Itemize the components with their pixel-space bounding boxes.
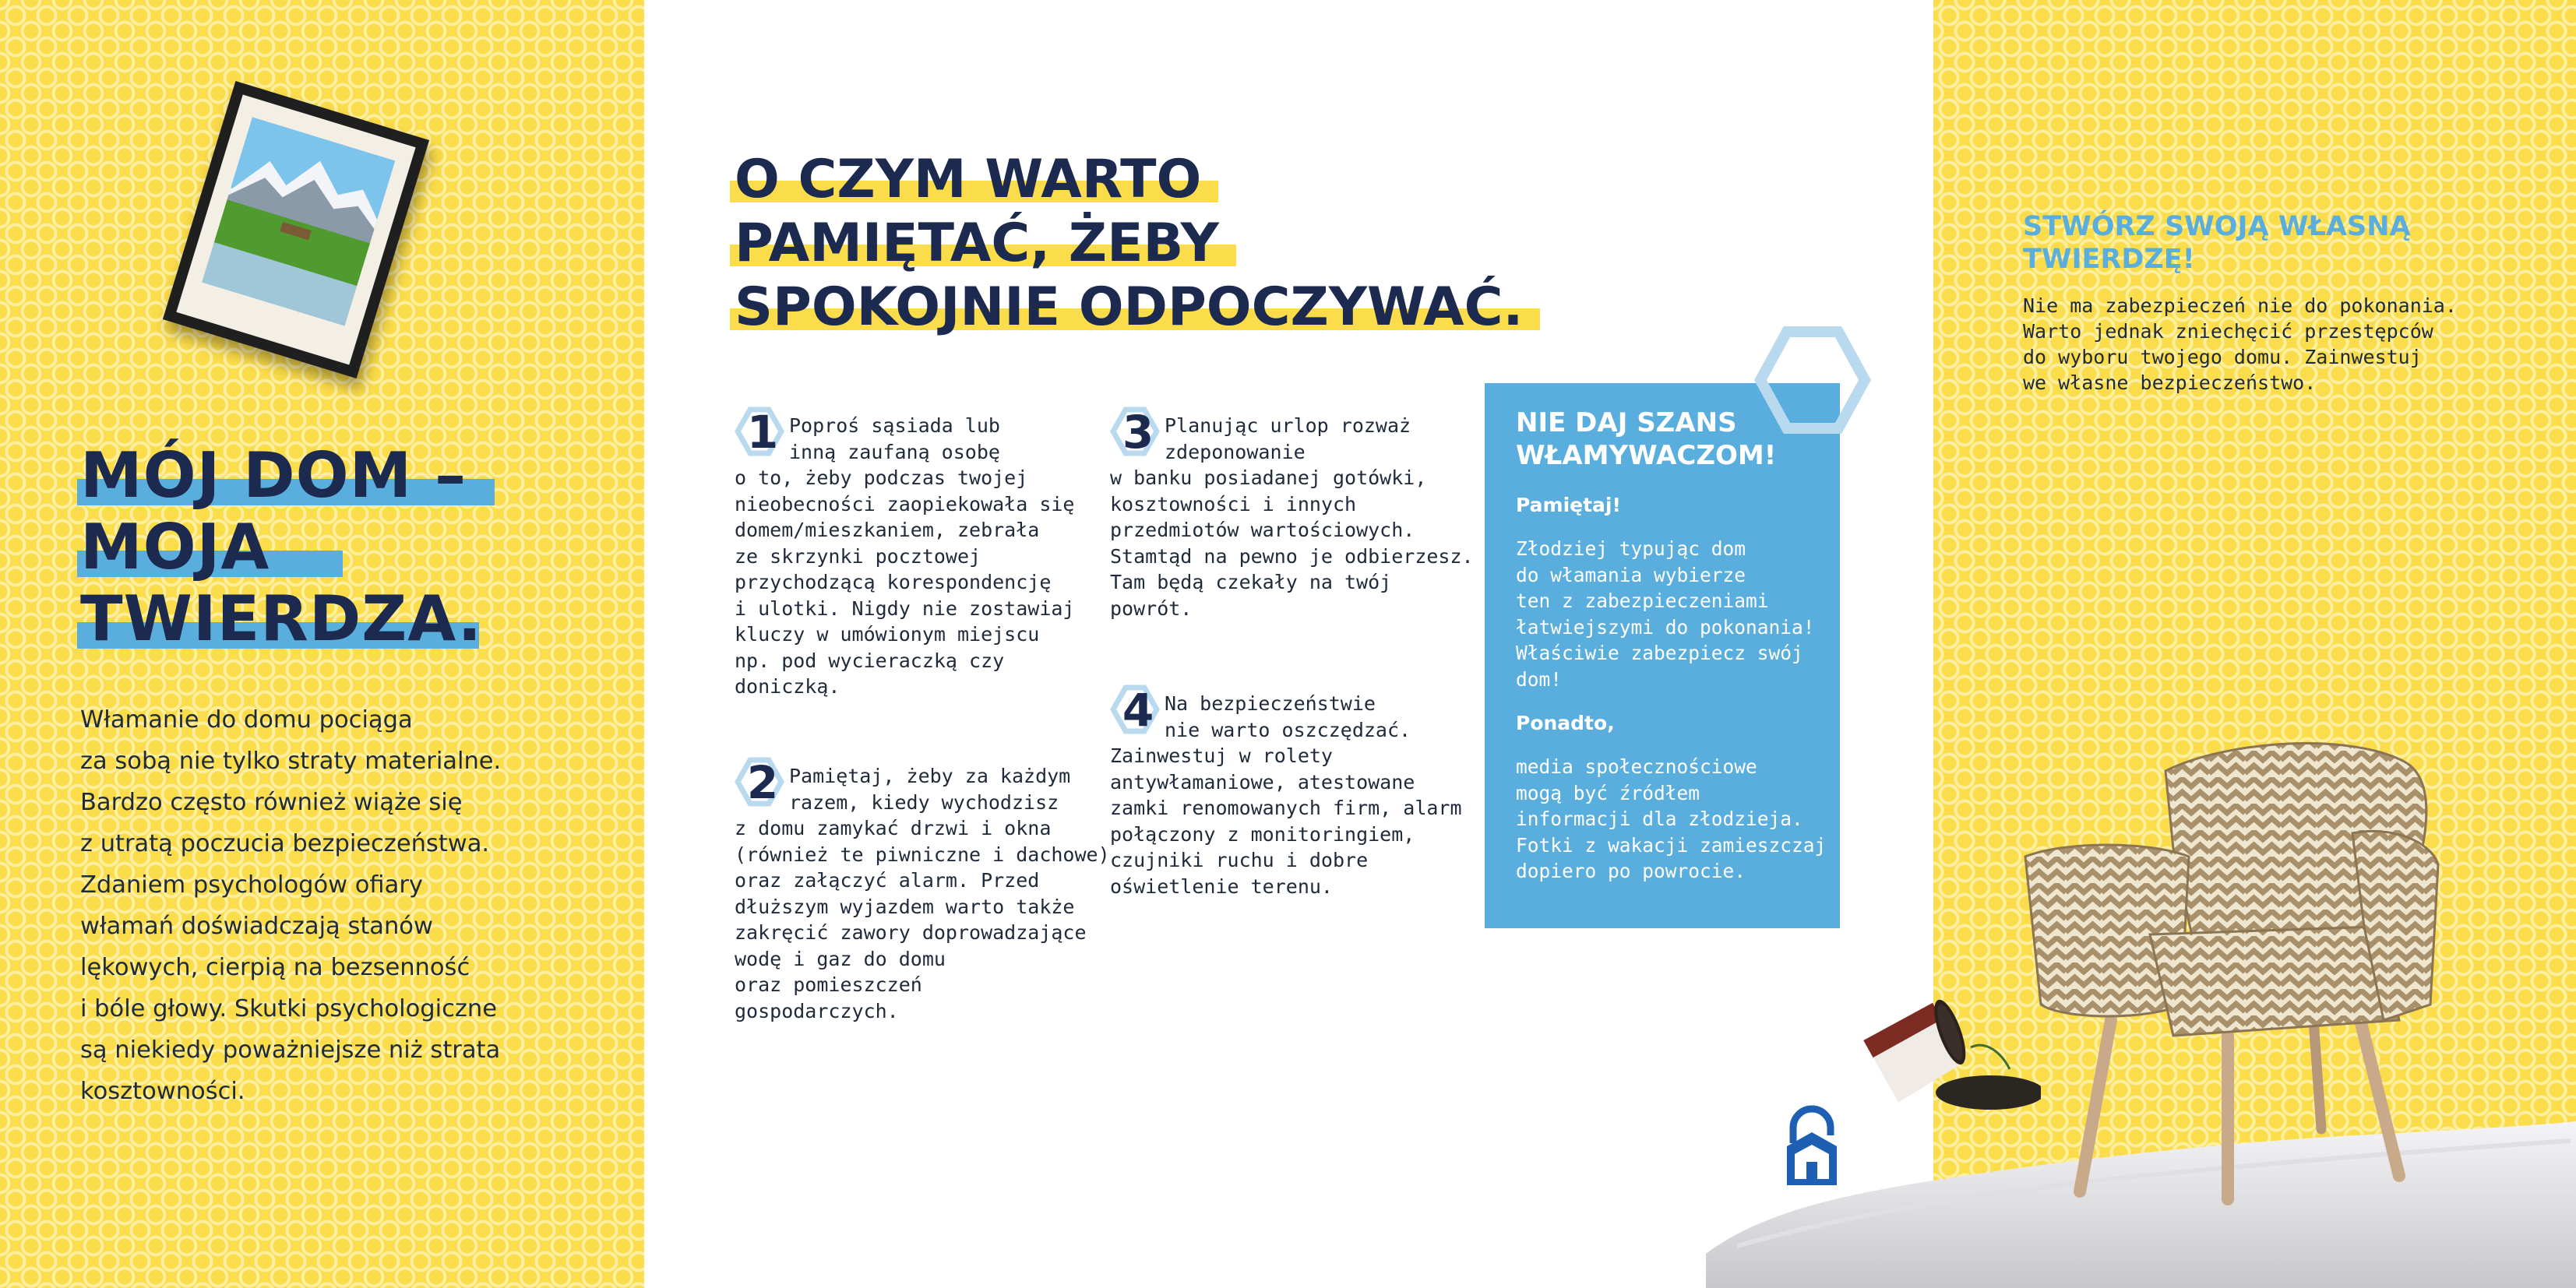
tip-line: domem/mieszkaniem, zebrała (735, 519, 1040, 541)
tip-line: dłuższym wyjazdem warto także (735, 895, 1075, 918)
intro-line: Zdaniem psychologów ofiary (80, 871, 423, 899)
tips-title (735, 148, 1523, 340)
right-title (2023, 210, 2411, 276)
intro-line: włamań doświadczają stanów (80, 913, 433, 940)
right-line: do wyboru twojego domu. Zainwestuj (2023, 346, 2422, 368)
tip-line: zamki renomowanych firm, alarm (1110, 797, 1462, 819)
tip-number: 1 (746, 406, 779, 459)
tip-line: przedmiotów wartościowych. (1110, 519, 1415, 541)
warning-line: dom! (1516, 667, 1563, 691)
tip-line: Tam będą czekały na twój (1110, 571, 1392, 593)
tip-line: połączony z monitoringiem, (1110, 822, 1415, 846)
tip-line: Stamtąd na pewno je odbierzesz. (1110, 544, 1474, 568)
right-title-line: STWÓRZ SWOJĄ WŁASNĄ (2023, 211, 2411, 242)
tip-line: Poproś sąsiada lub (789, 414, 1000, 437)
tip-line: zdeponowanie (1165, 440, 1306, 463)
warning-line: ten z zabezpieczeniami (1516, 589, 1769, 612)
right-line: we własne bezpieczeństwo. (2023, 371, 2317, 394)
left-panel (0, 0, 644, 1288)
tip-line: Planując urlop rozważ (1165, 414, 1411, 437)
warning-line: Fotki z wakacji zamieszczaj (1516, 833, 1827, 857)
tip-line: i ulotki. Nigdy nie zostawiaj (735, 596, 1075, 620)
label-remember: Pamiętaj! (1516, 494, 1621, 516)
intro-line: z utratą poczucia bezpieczeństwa. (80, 830, 490, 857)
tip-3 (1110, 406, 1474, 621)
tip-line: przychodzącą korespondencję (735, 571, 1052, 593)
warning-box (1485, 383, 1840, 928)
intro-paragraph (80, 699, 563, 1112)
tip-line: kluczy w umówionym miejscu (735, 623, 1040, 646)
warning-line: media społecznościowe (1516, 755, 1757, 778)
warning-line: mogą być źródłem (1516, 781, 1700, 804)
tip-line: czujniki ruchu i dobre (1110, 849, 1369, 871)
tip-line: Na bezpieczeństwie (1165, 692, 1376, 715)
tip-1 (735, 406, 1075, 700)
number-hexagon-icon (1110, 684, 1160, 737)
warning-line: do włamania wybierze (1516, 563, 1746, 586)
intro-line: Włamanie do domu pociąga (80, 706, 413, 734)
tip-line: inną zaufaną osobę (789, 440, 1000, 463)
warning-box-paragraph-2 (1516, 754, 1826, 885)
tip-line: Zainwestuj w rolety (1110, 744, 1333, 767)
tip-line: nie warto oszczędzać. (1165, 718, 1411, 741)
tip-line: np. pod wycieraczką czy (735, 649, 1005, 672)
warning-line: łatwiejszymi do pokonania! (1516, 615, 1815, 639)
tip-line: kosztowności i innych (1110, 492, 1357, 516)
intro-line: za sobą nie tylko straty materialne. (80, 748, 502, 775)
tips-title-line-2: PAMIĘTAĆ, ŻEBY (735, 212, 1219, 276)
tip-line: oraz załączyć alarm. Przed (735, 869, 1040, 892)
tip-2 (735, 756, 1110, 1024)
main-title-line-2: MOJA (80, 512, 270, 583)
tip-line: z domu zamykać drzwi i okna (735, 817, 1052, 839)
warning-line: dopiero po powrocie. (1516, 860, 1746, 882)
tip-line: powrót. (1110, 596, 1193, 620)
tip-line: zakręcić zawory doprowadzające (735, 921, 1087, 944)
tip-line: w banku posiadanej gotówki, (1110, 466, 1427, 489)
hexagon-outline-icon (1754, 326, 1871, 435)
tip-number: 4 (1122, 684, 1154, 737)
tip-line: (również te piwniczne i dachowe) (735, 843, 1110, 866)
warning-line: informacji dla złodzieja. (1516, 808, 1803, 830)
number-hexagon-icon (735, 406, 784, 459)
warning-box-label-moreover (1516, 710, 1615, 737)
warning-line: Właściwie zabezpiecz swój (1516, 642, 1803, 664)
right-paragraph (2023, 293, 2457, 396)
main-title-line-1: MÓJ DOM – (80, 440, 467, 512)
warning-line: Złodziej typując dom (1516, 537, 1746, 560)
label-moreover: Ponadto, (1516, 712, 1615, 734)
tip-4 (1110, 684, 1462, 899)
intro-line: lękowych, cierpią na bezsenność (80, 954, 470, 981)
tip-line: doniczką. (735, 675, 840, 698)
tip-line: o to, żeby podczas twojej (735, 466, 1028, 489)
tip-line: ze skrzynki pocztowej (735, 544, 981, 568)
right-line: Warto jednak zniechęcić przestępców (2023, 320, 2433, 343)
intro-line: są niekiedy poważniejsze niż strata (80, 1036, 501, 1064)
intro-line: kosztowności. (80, 1078, 245, 1105)
intro-line: Bardzo często również wiąże się (80, 789, 463, 816)
tip-line: oraz pomieszczeń (735, 973, 922, 996)
tip-line: Pamiętaj, żeby za każdym (789, 765, 1071, 787)
tip-number: 2 (746, 756, 779, 809)
warning-box-title-line: WŁAMYWACZOM! (1516, 440, 1777, 471)
warning-box-title-line: NIE DAJ SZANS (1516, 407, 1737, 438)
right-line: Nie ma zabezpieczeń nie do pokonania. (2023, 294, 2457, 317)
warning-box-paragraph-1 (1516, 536, 1815, 692)
main-title-line-3: TWIERDZA. (80, 583, 482, 655)
tips-title-line-3: SPOKOJNIE ODPOCZYWAĆ. (735, 276, 1523, 340)
tip-line: oświetlenie terenu. (1110, 875, 1333, 898)
warning-box-label-remember (1516, 492, 1621, 519)
right-title-line: TWIERDZĘ! (2023, 244, 2195, 275)
intro-line: i bóle głowy. Skutki psychologiczne (80, 995, 497, 1022)
tip-line: antywłamaniowe, atestowane (1110, 770, 1415, 794)
tip-line: wodę i gaz do domu (735, 947, 946, 970)
tip-line: nieobecności zaopiekowała się (735, 492, 1075, 516)
picture-frame-image (163, 81, 429, 378)
tip-number: 3 (1122, 406, 1154, 459)
main-title (80, 440, 482, 655)
warning-box-title (1516, 406, 1776, 472)
tips-title-line-1: O CZYM WARTO (735, 148, 1201, 212)
tip-line: razem, kiedy wychodzisz (789, 790, 1059, 814)
number-hexagon-icon (1110, 406, 1160, 459)
armchair-image (1994, 724, 2539, 1207)
number-hexagon-icon (735, 757, 784, 807)
tip-line: gospodarczych. (735, 999, 899, 1022)
